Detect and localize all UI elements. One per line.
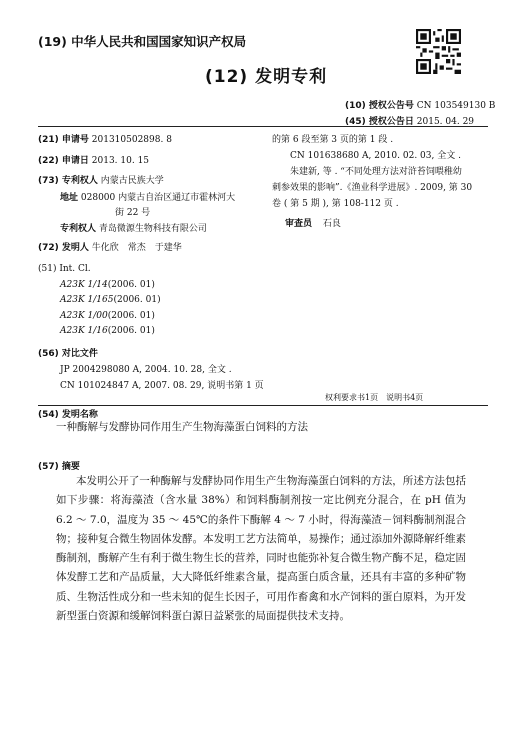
- examiner: [285, 216, 341, 229]
- application-date: [38, 153, 149, 166]
- owner-address-line2: 街 22 号: [115, 208, 151, 218]
- owner-address: [60, 190, 235, 203]
- section-divider: [38, 405, 488, 406]
- patent-office: (19) 中华人民共和国国家知识产权局: [38, 34, 247, 49]
- reference-continuation: 卷 ( 第 5 期 ), 第 108-112 页 .: [272, 199, 399, 209]
- intcl-entry: A23K 1/00(2006. 01): [60, 311, 155, 321]
- examiner-value: 石良: [322, 219, 341, 229]
- reference-entry: JP 2004298080 A, 2004. 10. 28, 全文 .: [60, 365, 232, 375]
- intcl-entry: A23K 1/165(2006. 01): [60, 295, 161, 305]
- co-owner-label: 专利权人: [60, 224, 97, 234]
- reference-continuation: 的第 6 段至第 3 页的第 1 段 .: [272, 135, 394, 145]
- patent-owner-label: (73) 专利权人: [38, 176, 98, 186]
- reference-continuation: CN 101638680 A, 2010. 02. 03, 全文 .: [290, 151, 461, 161]
- patent-owner: [38, 173, 164, 186]
- intcl-entry: A23K 1/14(2006. 01): [60, 280, 155, 290]
- application-number: [38, 132, 172, 145]
- publication-number: [345, 98, 495, 111]
- abstract-label: (57) 摘要: [38, 462, 80, 472]
- page-info: 权利要求书1页 说明书4页: [325, 393, 424, 402]
- inventors: [38, 240, 182, 253]
- co-owner-value: 青岛微源生物科技有限公司: [98, 224, 207, 234]
- patent-owner-value: 内蒙古民族大学: [100, 176, 164, 186]
- application-number-label: (21) 申请号: [38, 135, 89, 145]
- document-type: (12) 发明专利: [205, 67, 328, 87]
- invention-title: 一种酶解与发酵协同作用生产生物海藻蛋白饲料的方法: [56, 421, 308, 433]
- reference-entry: CN 101024847 A, 2007. 08. 29, 说明书第 1 页: [60, 381, 264, 391]
- application-date-value: 2013. 10. 15: [91, 156, 150, 166]
- reference-continuation: 刺参效果的影响”.《渔业科学进展》. 2009, 第 30: [272, 183, 473, 193]
- owner-address-label: 地址: [60, 193, 79, 203]
- application-number-value: 201310502898. 8: [91, 135, 172, 145]
- publication-date-value: 2015. 04. 29: [416, 117, 475, 127]
- abstract-text: 本发明公开了一种酶解与发酵协同作用生产生物海藻蛋白饲料的方法，所述方法包括如下步骤：将海藻渣（含水量 38%）和饲料酶制剂按一定比例充分混合，在 pH 值为 6.2 ～ 7.0，温度为 35 ～ 45℃的条件下酶解 4 ～ 7 小时，得海藻渣－饲料酶制剂混合物；接种复合微生物固体发酵。本发明工艺方法简单，易操作；通过添加外源降解纤维素酶制剂，酶解产生有利于微生物生长的营养，同时也能弥补复合微生物产酶不足，稳定固体发酵工艺和产品质量，大大降低纤维素含量，提高蛋白质含量，还具有丰富的多种矿物质、生物活性成分和一些未知的促生长因子，可用作畜禽和水产饲料的蛋白原料，为开发新型蛋白资源和缓解饲料蛋白源日益紧张的局面提供技术支持。: [56, 475, 466, 623]
- intcl-label: (51) Int. Cl.: [38, 264, 91, 274]
- examiner-label: 审查员: [285, 219, 313, 229]
- header-divider: [38, 126, 488, 127]
- reference-continuation: 朱建新, 等 . “不同处理方法对浒苔饲喂稚幼: [290, 167, 462, 177]
- co-owner: [60, 221, 207, 234]
- publication-number-label: (10) 授权公告号: [345, 101, 414, 111]
- owner-address-line1: 028000 内蒙古自治区通辽市霍林河大: [80, 193, 236, 203]
- publication-number-value: CN 103549130 B: [416, 101, 496, 111]
- title-label: (54) 发明名称: [38, 410, 98, 420]
- qr-code: [416, 29, 461, 74]
- inventors-value: 牛化欣 常杰 于建华: [91, 243, 182, 253]
- intcl-entry: A23K 1/16(2006. 01): [60, 326, 155, 336]
- application-date-label: (22) 申请日: [38, 156, 89, 166]
- publication-date-label: (45) 授权公告日: [345, 117, 414, 127]
- references-label: (56) 对比文件: [38, 349, 98, 359]
- inventors-label: (72) 发明人: [38, 243, 89, 253]
